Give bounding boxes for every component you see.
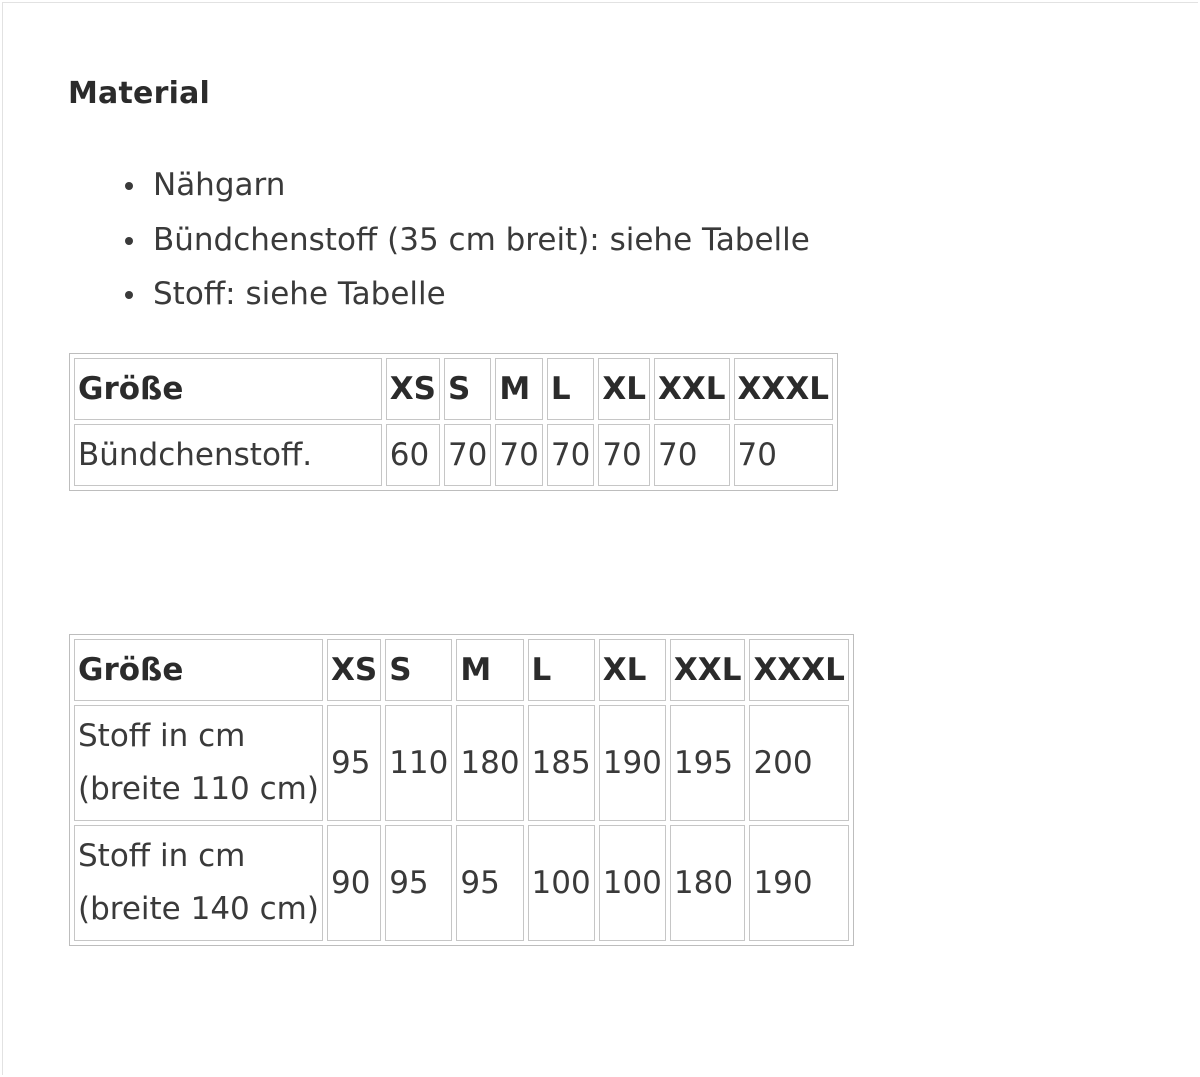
header-cell-size: Größe [74, 358, 382, 420]
table-row [74, 424, 833, 486]
table-cell: 100 [599, 825, 666, 941]
header-cell: XXL [654, 358, 730, 420]
header-cell: M [495, 358, 542, 420]
header-cell: S [385, 639, 452, 701]
row-label-line: Stoff in cm [78, 838, 246, 874]
table-cell: 110 [385, 705, 452, 821]
table-cell: 70 [547, 424, 594, 486]
table-row [74, 825, 849, 941]
header-cell: XL [599, 639, 666, 701]
header-cell: XS [386, 358, 440, 420]
material-item: Stoff: siehe Tabelle [153, 267, 810, 322]
table-cell: 95 [456, 825, 523, 941]
header-cell: S [444, 358, 491, 420]
table-cell: 70 [654, 424, 730, 486]
table-cell: 70 [734, 424, 833, 486]
table-cell: 70 [444, 424, 491, 486]
table-cell: 195 [670, 705, 746, 821]
row-label-line: (breite 110 cm) [78, 771, 319, 807]
header-cell: L [547, 358, 594, 420]
table-cell: 100 [528, 825, 595, 941]
row-label: Bündchenstoff. [74, 424, 382, 486]
table-cell: 70 [495, 424, 542, 486]
table-cell: 190 [749, 825, 848, 941]
stoff-size-table [69, 634, 854, 946]
section-heading-material: Material [68, 76, 210, 111]
table-cell: 60 [386, 424, 440, 486]
header-cell: M [456, 639, 523, 701]
table-cell: 180 [456, 705, 523, 821]
table-cell: 95 [327, 705, 381, 821]
table-cell: 180 [670, 825, 746, 941]
header-cell: L [528, 639, 595, 701]
header-cell: XS [327, 639, 381, 701]
header-cell: XL [598, 358, 650, 420]
header-cell: XXXL [749, 639, 848, 701]
row-label-line: Stoff in cm [78, 718, 246, 754]
header-cell: XXL [670, 639, 746, 701]
header-cell-size: Größe [74, 639, 323, 701]
table-header-row [74, 639, 849, 701]
table-cell: 95 [385, 825, 452, 941]
table-cell: 185 [528, 705, 595, 821]
row-label [74, 705, 323, 821]
table-cell: 200 [749, 705, 848, 821]
table-cell: 90 [327, 825, 381, 941]
table-header-row [74, 358, 833, 420]
bundchen-size-table [69, 353, 838, 491]
row-label-line: (breite 140 cm) [78, 891, 319, 927]
material-item: Bündchenstoff (35 cm breit): siehe Tabelle [153, 213, 810, 268]
table-cell: 190 [599, 705, 666, 821]
header-cell: XXXL [734, 358, 833, 420]
material-item: Nähgarn [153, 158, 810, 213]
material-list [153, 158, 810, 322]
row-label [74, 825, 323, 941]
table-cell: 70 [598, 424, 650, 486]
table-row [74, 705, 849, 821]
